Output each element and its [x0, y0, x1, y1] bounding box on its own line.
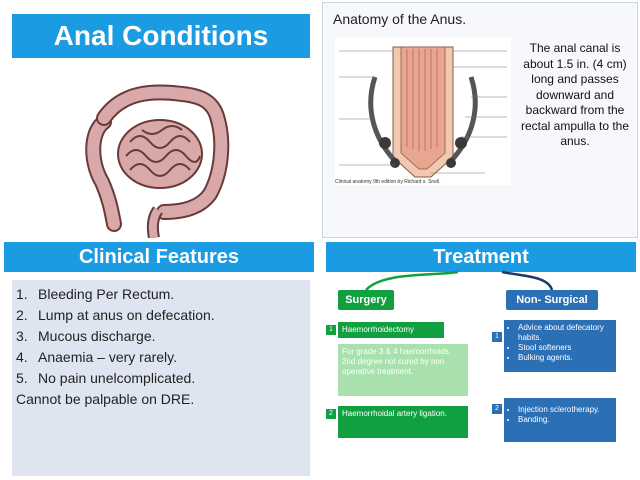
intestine-illustration — [82, 62, 232, 238]
clinical-features-panel — [2, 242, 318, 478]
surgery-button[interactable]: Surgery — [338, 290, 394, 310]
surgery-number-1: 1 — [326, 325, 336, 335]
anatomy-panel — [322, 2, 638, 238]
surgery-indication-box: For grade 3 & 4 haemorrhoids. 2nd degree not cured by non operative treatment. — [338, 344, 468, 396]
figure-caption: Clinical anatomy 9th edition by Richard s. Snell. — [335, 179, 441, 185]
list-item: • Injection sclerotherapy. — [518, 405, 612, 415]
features-list — [12, 280, 310, 476]
surgery-number-2: 2 — [326, 409, 336, 419]
title-banner: Anal Conditions — [12, 14, 310, 58]
haemorrhoidectomy-box: Haemorrhoidectomy — [338, 322, 444, 338]
list-item: • Stool softeners — [518, 343, 612, 353]
anal-canal-diagram — [335, 37, 511, 185]
list-item: 3. Mucous discharge. — [16, 328, 156, 344]
anatomy-title: Anatomy of the Anus. — [333, 11, 467, 27]
nonsurgical-number-1: 1 — [492, 332, 502, 342]
anatomy-description: The anal canal is about 1.5 in. (4 cm) long and passes downward and backward from the rectal ampulla to the anus. — [520, 41, 630, 148]
non-surgical-button[interactable]: Non- Surgical — [506, 290, 598, 310]
list-item: 5. No pain unelcomplicated. — [16, 370, 196, 386]
nonsurgical-number-2: 2 — [492, 404, 502, 414]
clinical-features-title: Clinical Features — [4, 242, 314, 272]
anal-conditions-panel — [2, 2, 318, 238]
treatment-title: Treatment — [326, 242, 636, 272]
nonsurgical-group-2 — [504, 398, 616, 442]
artery-ligation-box: Haemorrhoidal artery ligation. — [338, 406, 468, 438]
list-item: 2. Lump at anus on defecation. — [16, 307, 215, 323]
treatment-panel — [322, 242, 638, 478]
list-item: • Banding. — [518, 415, 612, 425]
list-item: • Bulking agents. — [518, 353, 612, 363]
list-item: • Advice about defecatory habits. — [518, 323, 612, 343]
nonsurgical-group-1 — [504, 320, 616, 372]
dre-note: Cannot be palpable on DRE. — [16, 391, 195, 407]
list-item: 1. Bleeding Per Rectum. — [16, 286, 175, 302]
list-item: 4. Anaemia – very rarely. — [16, 349, 178, 365]
